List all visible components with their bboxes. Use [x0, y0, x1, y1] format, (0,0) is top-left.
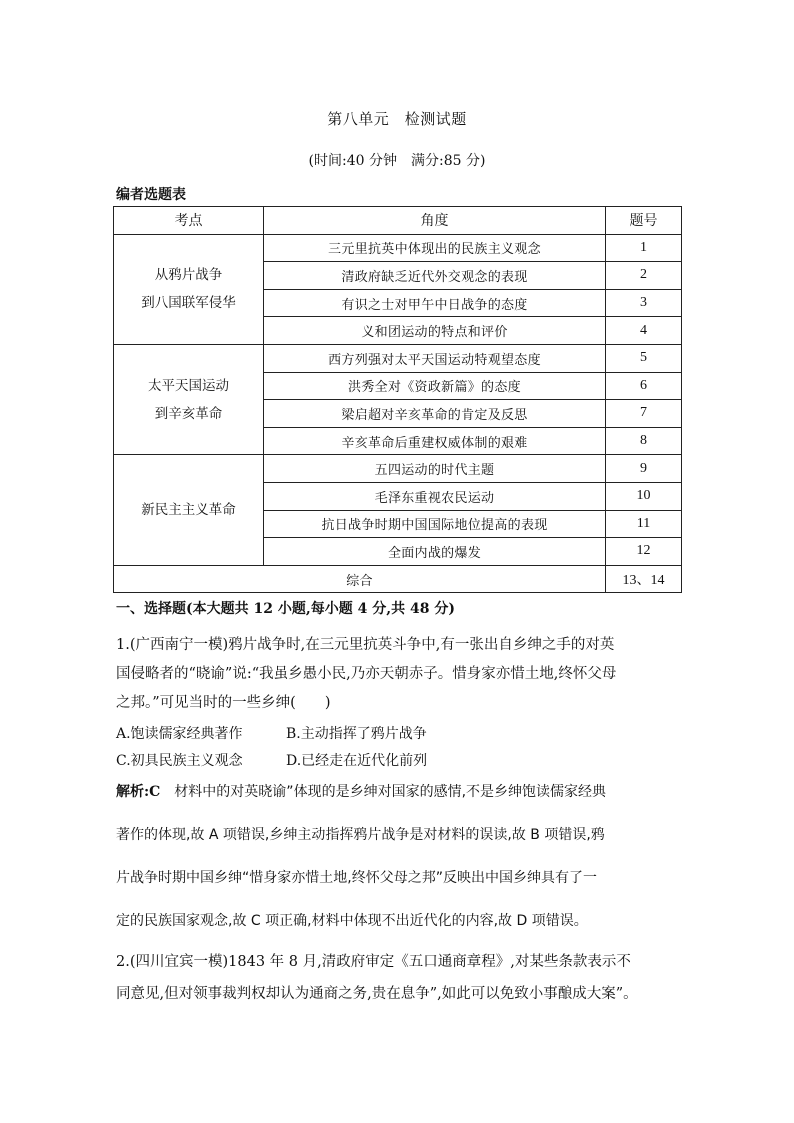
- number-cell: 9: [606, 455, 682, 483]
- angle-cell: 全面内战的爆发: [264, 538, 606, 566]
- option-c: C.初具民族主义观念: [116, 753, 243, 769]
- analysis-label: 解析:C: [116, 784, 161, 800]
- number-cell: 1: [606, 234, 682, 262]
- number-cell: 10: [606, 482, 682, 510]
- number-cell: 7: [606, 400, 682, 428]
- options-row-1: [116, 723, 456, 743]
- summary-label: 综合: [114, 565, 606, 593]
- question-1-analysis: [116, 771, 681, 943]
- angle-cell: 清政府缺乏近代外交观念的表现: [264, 262, 606, 290]
- table-header-row: [114, 207, 682, 235]
- angle-cell: 辛亥革命后重建权威体制的艰难: [264, 427, 606, 455]
- angle-cell: 洪秀全对《资政新篇》的态度: [264, 372, 606, 400]
- angle-cell: 五四运动的时代主题: [264, 455, 606, 483]
- option-a: A.饱读儒家经典著作: [116, 726, 243, 742]
- analysis-line: 片战争时期中国乡绅“惜身家亦惜土地,终怀父母之邦”反映出中国乡绅具有了一: [116, 870, 597, 886]
- header-number: 题号: [606, 207, 682, 235]
- stem-line: 2.(四川宜宾一模)1843 年 8 月,清政府审定《五口通商章程》,对某些条款表示不: [116, 954, 631, 970]
- question-2-stem: [116, 946, 681, 1010]
- table-row: [114, 234, 682, 262]
- angle-cell: 三元里抗英中体现出的民族主义观念: [264, 234, 606, 262]
- analysis-text: 材料中的对英晓谕”体现的是乡绅对国家的感情,不是乡绅饱读儒家经典: [160, 784, 607, 800]
- topic-cell: [114, 455, 264, 565]
- table-caption: 编者选题表: [116, 187, 186, 203]
- topic-line: 新民主主义革命: [141, 502, 236, 519]
- exam-time-score: (时间:40 分钟 满分:85 分): [308, 153, 486, 169]
- number-cell: 6: [606, 372, 682, 400]
- topic-line: 从鸦片战争: [154, 267, 223, 284]
- angle-cell: 梁启超对辛亥革命的肯定及反思: [264, 400, 606, 428]
- number-cell: 8: [606, 427, 682, 455]
- topic-selection-table: [113, 206, 682, 593]
- angle-cell: 抗日战争时期中国国际地位提高的表现: [264, 510, 606, 538]
- stem-line: 1.(广西南宁一模)鸦片战争时,在三元里抗英斗争中,有一张出自乡绅之手的对英: [116, 637, 615, 653]
- topic-cell: [114, 234, 264, 344]
- option-d: D.已经走在近代化前列: [286, 753, 428, 769]
- angle-cell: 义和团运动的特点和评价: [264, 317, 606, 345]
- analysis-line: 著作的体现,故 A 项错误,乡绅主动指挥鸦片战争是对材料的误读,故 B 项错误,鸦: [116, 827, 605, 843]
- number-cell: 2: [606, 262, 682, 290]
- topic-line: 太平天国运动: [148, 377, 229, 394]
- header-angle: 角度: [264, 207, 606, 235]
- analysis-line: [116, 771, 681, 814]
- summary-number: 13、14: [606, 565, 682, 593]
- table-row: [114, 344, 682, 372]
- option-b: B.主动指挥了鸦片战争: [286, 726, 427, 742]
- header-topic: 考点: [114, 207, 264, 235]
- angle-cell: 毛泽东重视农民运动: [264, 482, 606, 510]
- topic-line: 到辛亥革命: [154, 405, 223, 422]
- angle-cell: 有识之士对甲午中日战争的态度: [264, 289, 606, 317]
- analysis-line: 定的民族国家观念,故 C 项正确,材料中体现不出近代化的内容,故 D 项错误。: [116, 913, 588, 929]
- number-cell: 4: [606, 317, 682, 345]
- page-title: 第八单元 检测试题: [327, 110, 467, 128]
- number-cell: 3: [606, 289, 682, 317]
- topic-cell: [114, 344, 264, 454]
- stem-line: 国侵略者的“晓谕”说:“我虽乡愚小民,乃亦天朝赤子。惜身家亦惜土地,终怀父母: [116, 666, 617, 682]
- stem-line: 同意见,但对领事裁判权却认为通商之务,贵在息争”,如此可以免致小事酿成大案”。: [116, 986, 638, 1002]
- options-row-2: [116, 750, 456, 770]
- number-cell: 12: [606, 538, 682, 566]
- topic-line: 到八国联军侵华: [141, 295, 236, 312]
- table-summary-row: [114, 565, 682, 593]
- section-heading: 一、选择题(本大题共 12 小题,每小题 4 分,共 48 分): [116, 601, 455, 617]
- number-cell: 5: [606, 344, 682, 372]
- stem-line: 之邦。”可见当时的一些乡绅( ): [116, 695, 331, 711]
- question-1-stem: [116, 631, 681, 718]
- table-row: [114, 455, 682, 483]
- angle-cell: 西方列强对太平天国运动特观望态度: [264, 344, 606, 372]
- number-cell: 11: [606, 510, 682, 538]
